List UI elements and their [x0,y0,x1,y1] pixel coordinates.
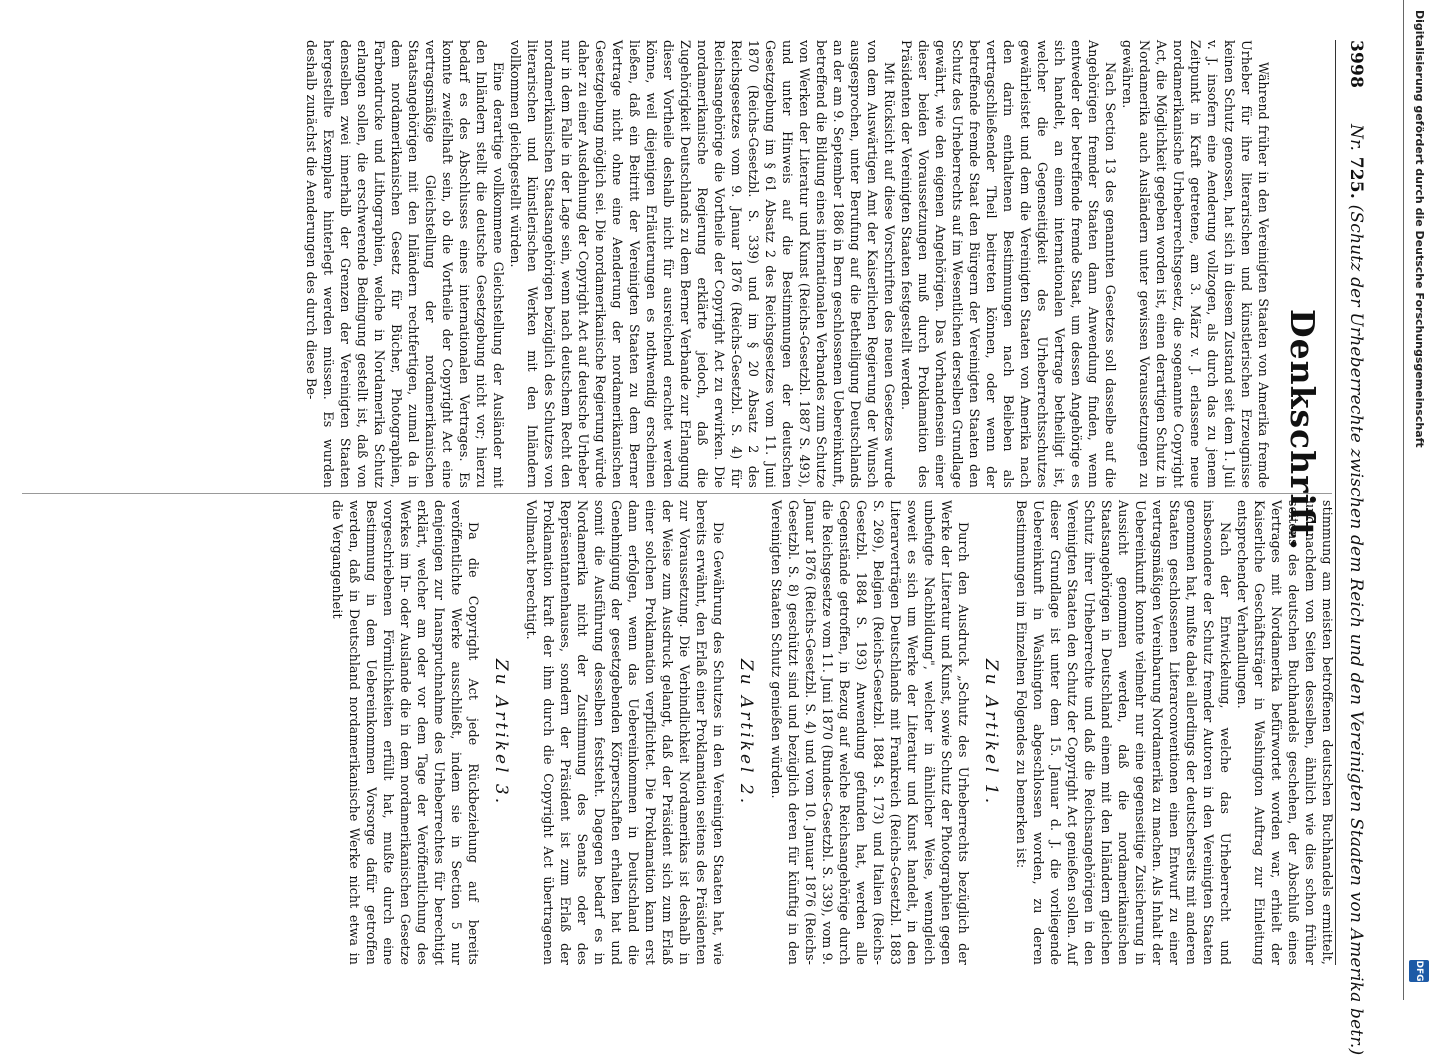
credit-text: Digitalisierung gefördert durch die Deutsche Forschungsgemeinschaft [1413,10,1426,448]
running-header [1336,40,1370,1055]
column-divider [22,493,1332,494]
document-title: Denkschrift. [1283,309,1322,551]
dfg-logo [1409,960,1429,982]
paragraph: Nach der Entwickelung, welche das Urheberrecht und insbesondere der Schutz fremder Autoren in den Vereinigten Staaten genommen hat, mußte dabei allerdings der deutscherseits mit anderen Staaten geschlossenen Literarconventionen einen Entwurf zu einer vertragsmäßigen Vereinbarung Nordamerika zu machen. Als Inhalt der Uebereinkunft konnte vielmehr nur eine gegenseitige Zusicherung in Aussicht genommen werden, daß die nordamerikanischen Staatsangehörigen in Deutschland einem mit den Inländern gleichen Schutz ihrer Urheberrechte und daß die Reichsangehörigen in den Vereinigten Staaten den Schutz der Copyright Act genießen sollen. Auf dieser Grundlage ist unter dem 15. Januar d. J. die vorliegende Uebereinkunft in Washington abgeschlossen worden, zu deren Bestimmungen im Einzelnen Folgendes zu bemerken ist: [1014,500,1233,965]
page-number: 3998 [1346,40,1366,89]
logo-text: DFG [1414,960,1424,982]
running-title [1346,124,1366,1055]
paragraph: Nach Section 13 des genannten Gesetzes soll dasselbe auf die Angehörigen fremder Staaten dann Anwendung finden, wenn entweder der betreffende fremde Staat, um dessen Angehörige es sich handelt, an einem internationalen Vertrage betheiligt ist, welcher die Gegenseitigkeit des Urheberrechtsschutzes gewährleistet und dem die Vereinigten Staaten von Amerika nach den darin enthaltenen Bestimmungen nach Belieben als vertragschließender Theil beitreten können, oder wenn der betreffende fremde Staat den Bürgern der Vereinigten Staaten den Schutz des Urheberrechts auf im Wesentlichen derselben Grundlage gewährt, wie den eigenen Angehörigen. Das Vorhandensein einer dieser beiden Voraussetzungen muß durch Proklamation des Präsidenten der Vereinigten Staaten festgestellt werden. [899,40,1118,488]
paragraph: Da die Copyright Act jede Rückbeziehung auf bereits veröffentlichte Werke ausschließt, indem sie in Section 5 nur denjenigen zur Inanspruchnahme des Urheberrechtes für berechtigt erklärt, welcher am oder vor dem Tage der Veröffentlichung des Werkes im In- oder Auslande die in dem nordamerikanischen Gesetze vorgeschriebenen Förmlichkeiten erfüllt hat, mußte durch eine Bestimmung in dem Uebereinkommen Vorsorge dafür getroffen werden, daß in Deutschland nordamerikanische Werke nicht etwa in die Vergangenheit [330,500,481,965]
section-heading: Zu Artikel 3. [491,658,511,807]
paragraph: Die Gewährung des Schutzes in den Vereinigten Staaten hat, wie bereits erwähnt, den Erlaß einer Proklamation seitens des Präsidenten zur Voraussetzung. Die Verbindlichkeit Nordamerikas ist deshalb in der Weise zum Ausdruck gelangt, daß der Präsident sich zum Erlaß einer solchen Proklamation verpflichtet. Die Proklamation kann erst dann erfolgen, wenn das Uebereinkommen in Deutschland die Genehmigung der gesetzgebenden Körperschaften erhalten hat und somit die Ausführung desselben feststeht. Dagegen bedarf es in Nordamerika nicht der Zustimmung des Senats oder des Repräsentantenhauses, sondern der Präsident ist zum Erlaß der Proklamation kraft der ihm durch die Copyright Act übertragenen Vollmacht berechtigt. [524,500,726,965]
section-heading: Zu Artikel 2. [736,658,756,807]
paragraph: Eine derartige vollkommene Gleichstellung der Ausländer mit den Inländern stellt die deutsche Gesetzgebung nicht vor; hierzu bedarf es des Abschlusses eines internationalen Vertrages. Es konnte zweifelhaft sein, ob die Vortheile der Copyright Act eine vertragsmäßige Gleichstellung der nordamerikanischen Staatsangehörigen mit den Inländern rechtfertigen, zumal da in dem nordamerikanischen Gesetz für Bücher, Photographien, Farbendrucke und Lithographien, welche in Nordamerika Schutz erlangen sollen, die erschwerende Bedingung gestellt ist, daß von denselben zwei innerhalb der Grenzen der Vereinigten Staaten hergestellte Exemplare hinterlegt werden müssen. Es wurden deshalb zunächst die Aenderungen des durch diese Be- [304,40,506,488]
title-number: 725. [1346,156,1366,199]
paragraph: Während früher in den Vereinigten Staaten von Amerika fremde Urheber für ihre literarischen und künstlerischen Erzeugnisse keinen Schutz genossen, hat sich in diesem Zustand seit dem 1. Juli v. J. insofern eine Aenderung vollzogen, als durch das zu jenem Zeitpunkt in Kraft getretene, am 3. März v. J. erlassene neue nordamerikanische Urheberrechtsgesetz, die sogenannte Copyright Act, die Möglichkeit gegeben worden ist, einen derartigen Schutz in Nordamerika auch Ausländern unter gewissen Voraussetzungen zu gewähren. [1120,40,1271,488]
paragraph: Durch den Ausdruck „Schutz des Urheberrechts bezüglich der Werke der Literatur und Kunst, sowie Schutz der Photographien gegen unbefugte Nachbildung", welcher in ähnlicher Weise, wenngleich soweit es sich um Werke der Literatur und Kunst handelt, in den Literarverträgen Deutschlands mit Frankreich (Reichs-Gesetzbl. 1883 S. 269), Belgien (Reichs-Gesetzbl. 1884 S. 173) und Italien (Reichs-Gesetzbl. 1884 S. 193) Anwendung gefunden hat, werden alle Gegenstände getroffen, in Bezug auf welche Reichsangehörige durch die Reichsgesetze vom 11. Juni 1870 (Bundes-Gesetzbl. S. 339), vom 9. Januar 1876 (Reichs-Gesetzbl. S. 4) und vom 10. Januar 1876 (Reichs-Gesetzbl. S. 8) geschützt sind und bezüglich deren für künftig in den Vereinigten Staaten Schutz genießen würden. [769,500,971,965]
paragraph: Mit Rücksicht auf diese Vorschriften des neuen Gesetzes wurde von dem Auswärtigen Amt der Kaiserlichen Regierung der Wunsch ausgesprochen, unter Berufung auf die Betheiligung Deutschlands an der am 9. September 1886 in Bern geschlossenen Uebereinkunft, betreffend die Bildung eines internationalen Verbandes zum Schutze von Werken der Literatur und Kunst (Reichs-Gesetzbl. 1887 S. 493), und unter Hinweis auf die Bestimmungen der deutschen Gesetzgebung im § 61 Absatz 2 des Reichsgesetzes vom 11. Juni 1870 (Reichs-Gesetzbl. S. 339) und im § 20 Absatz 2 des Reichsgesetzes vom 9. Januar 1876 (Reichs-Gesetzbl. S. 4) für Reichsangehörige die Vortheile der Copyright Act zu erwirken. Die nordamerikanische Regierung erklärte jedoch, daß die Zugehörigkeit Deutschlands zu dem Berner Verbande zur Erlangung dieser Vortheile deshalb nicht für ausreichend erachtet werden könne, weil diejenigen Erläuterungen es nothwendig erscheinen ließen, daß ein Beitritt der Vereinigten Staaten zu dem Berner Vertrage nicht ohne eine Aenderung der nordamerikanischen Gesetzgebung möglich sei. Die nordamerikanische Regierung würde daher zu einer Ausdehnung der Copyright Act auf deutsche Urheber nur in dem Falle in der Lage sein, wenn nach deutschem Recht den nordamerikanischen Staatsangehörigen bezüglich des Schutzes von literarischen und künstlerischen Werken mit den Inländern vollkommen gleichgestellt würden. [508,40,897,488]
text-column-right [22,500,1336,965]
paragraph: stimmung am meisten betroffenen deutschen Buchhandels ermittelt, und nachdem von Seiten desselben, ähnlich wie dies schon früher seitens des deutschen Buchhandels geschehen, der Abschluß eines Vertrages mit Nordamerika befürwortet worden war, erhielt der Kaiserliche Geschäftsträger in Washington Auftrag zur Einleitung entsprechender Verhandlungen. [1235,500,1335,965]
text-column-left [22,40,1272,488]
title-text: (Schutz der Urheberrechte zwischen dem Reich und den Vereinigten Staaten von Amerika betr.) [1346,204,1366,1055]
title-prefix: Nr. [1346,124,1366,152]
section-heading: Zu Artikel 1. [981,658,1001,807]
digitization-credit-bar [1403,0,1432,1000]
